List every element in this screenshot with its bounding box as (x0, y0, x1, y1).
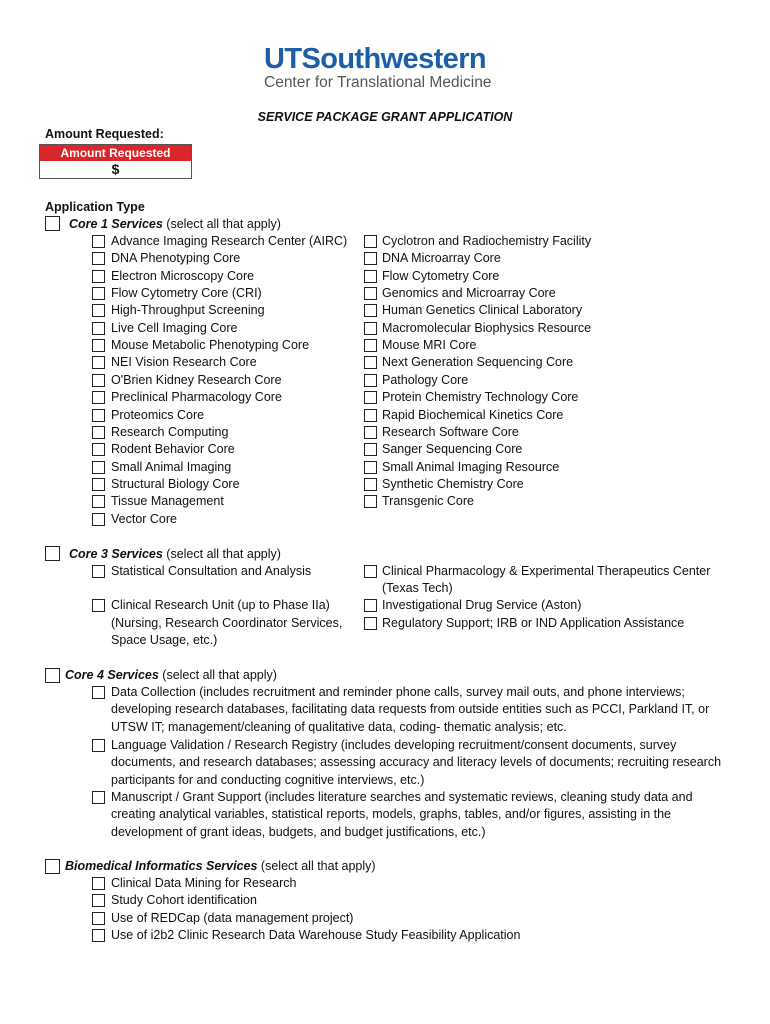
core1-item-checkbox[interactable] (92, 513, 105, 526)
amount-requested-box (39, 144, 192, 179)
core1-item-checkbox[interactable] (364, 235, 377, 248)
bmi-item-label: Clinical Data Mining for Research (111, 876, 297, 890)
core1-item-label: NEI Vision Research Core (111, 355, 257, 370)
core1-item-label: Mouse Metabolic Phenotyping Core (111, 338, 310, 353)
ut-southwestern-logo (264, 44, 524, 92)
core1-item-checkbox[interactable] (364, 252, 377, 265)
bmi-item-checkbox[interactable] (92, 929, 105, 942)
core1-item-label: Vector Core (111, 511, 178, 526)
core1-item-checkbox[interactable] (92, 270, 105, 283)
clinical-research-unit-label: Clinical Research Unit (up to Phase IIa) (111, 598, 330, 612)
bmi-item-checkbox[interactable] (92, 912, 105, 925)
core1-item-label: Tissue Management (111, 494, 224, 509)
core1-item-checkbox[interactable] (364, 270, 377, 283)
core1-item-label: Pathology Core (382, 372, 469, 387)
bmi-item-checkbox[interactable] (92, 894, 105, 907)
core1-item-checkbox[interactable] (364, 461, 377, 474)
core4-item-checkbox[interactable] (92, 739, 105, 752)
clinical-pharmacology-label-line2: (Texas Tech) (382, 581, 453, 595)
core3-services-heading: Core 3 Services (select all that apply) (69, 547, 281, 561)
core1-item-checkbox[interactable] (92, 287, 105, 300)
core4-item-label: Language Validation / Research Registry (includes developing recruitment/consent documents, survey (111, 738, 677, 752)
core1-item-label: Live Cell Imaging Core (111, 320, 238, 335)
core1-item-label: Proteomics Core (111, 407, 205, 422)
core1-item-checkbox[interactable] (364, 495, 377, 508)
core1-item-label: Rapid Biochemical Kinetics Core (382, 407, 564, 422)
core1-item-label: Genomics and Microarray Core (382, 286, 556, 301)
clinical-pharmacology-checkbox[interactable] (364, 565, 377, 578)
core1-item-label: Transgenic Core (382, 494, 474, 509)
regulatory-support-label: Regulatory Support; IRB or IND Application Assistance (382, 616, 685, 630)
core4-item-label: Manuscript / Grant Support (includes literature searches and systematic reviews, cleaning study data and (111, 790, 693, 804)
core4-item-label: UTSW IT; management/cleaning of qualitative data, coding- thematic analysis; etc. (111, 719, 567, 734)
core1-item-label: Cyclotron and Radiochemistry Facility (382, 234, 592, 248)
core1-item-checkbox[interactable] (364, 478, 377, 491)
core1-item-label: Protein Chemistry Technology Core (382, 390, 579, 405)
core4-item-label: developing research databases, facilitating data requests from outside entities such as PCCI, Parkland IT, or (111, 702, 710, 717)
core4-item-checkbox[interactable] (92, 686, 105, 699)
bmi-services-checkbox[interactable] (45, 859, 60, 874)
core1-item-label: Flow Cytometry Core (382, 268, 500, 283)
core1-services-checkbox[interactable] (45, 216, 60, 231)
clinical-research-unit-label-line3: Space Usage, etc.) (111, 633, 218, 647)
page-title: SERVICE PACKAGE GRANT APPLICATION (257, 110, 513, 124)
core1-item-label: Sanger Sequencing Core (382, 442, 523, 457)
core1-services-heading: Core 1 Services (select all that apply) (69, 217, 281, 231)
core1-item-label: Flow Cytometry Core (CRI) (111, 286, 262, 301)
core1-item-label: DNA Microarray Core (382, 251, 501, 266)
core1-item-checkbox[interactable] (364, 322, 377, 335)
core1-item-label: Macromolecular Biophysics Resource (382, 320, 592, 335)
core4-item-label: Data Collection (includes recruitment and reminder phone calls, survey mail outs, and phone interviews; (111, 685, 685, 699)
core1-item-label: Research Computing (111, 424, 229, 439)
core1-item-label: Advance Imaging Research Center (AIRC) (111, 234, 348, 248)
core4-item-label: creating analytical variables, statistical reports, models, graphs, tables, and/or figures, assisting in the (111, 807, 671, 822)
statistical-consultation-label: Statistical Consultation and Analysis (111, 564, 312, 578)
bmi-item-checkbox[interactable] (92, 877, 105, 890)
statistical-consultation-checkbox[interactable] (92, 565, 105, 578)
core1-item-label: Small Animal Imaging (111, 459, 232, 474)
core1-item-label: DNA Phenotyping Core (111, 251, 241, 266)
core3-services-checkbox[interactable] (45, 546, 60, 561)
bmi-item-label: Study Cohort identification (111, 893, 257, 908)
core1-item-label: Small Animal Imaging Resource (382, 459, 560, 474)
core1-item-checkbox[interactable] (364, 304, 377, 317)
core1-item-label: O'Brien Kidney Research Core (111, 372, 282, 387)
amount-requested-header: Amount Requested (40, 145, 191, 161)
logo-sub-text: Center for Translational Medicine (264, 74, 492, 91)
core1-item-label: Human Genetics Clinical Laboratory (382, 303, 583, 318)
clinical-research-unit-checkbox[interactable] (92, 599, 105, 612)
core1-item-label: Electron Microscopy Core (111, 268, 255, 283)
core1-item-checkbox[interactable] (364, 443, 377, 456)
clinical-research-unit-label-line2: (Nursing, Research Coordinator Services, (111, 616, 343, 630)
core1-item-checkbox[interactable] (92, 252, 105, 265)
core1-item-label: Synthetic Chemistry Core (382, 476, 524, 491)
core1-item-checkbox[interactable] (364, 391, 377, 404)
core4-services-checkbox[interactable] (45, 668, 60, 683)
core1-item-label: Rodent Behavior Core (111, 442, 235, 457)
regulatory-support-checkbox[interactable] (364, 617, 377, 630)
core1-item-checkbox[interactable] (364, 287, 377, 300)
core4-item-label: documents, and research databases; assessing accuracy and literacy levels of documents; recruiting research (111, 755, 722, 770)
investigational-drug-service-checkbox[interactable] (364, 599, 377, 612)
core1-item-label: Mouse MRI Core (382, 338, 477, 353)
core4-item-label: participants for and conducting cognitive interviews, etc.) (111, 772, 425, 787)
core1-item-checkbox[interactable] (92, 374, 105, 387)
clinical-pharmacology-label: Clinical Pharmacology & Experimental Therapeutics Center (382, 564, 711, 578)
core1-item-checkbox[interactable] (92, 339, 105, 352)
core1-item-checkbox[interactable] (92, 235, 105, 248)
core4-item-label: development of grant ideas, budgets, and budget justifications, etc.) (111, 824, 486, 839)
core1-item-checkbox[interactable] (92, 356, 105, 369)
core1-item-checkbox[interactable] (364, 426, 377, 439)
bmi-services-heading: Biomedical Informatics Services (select all that apply) (65, 859, 376, 873)
core1-item-checkbox[interactable] (92, 461, 105, 474)
core1-item-checkbox[interactable] (364, 374, 377, 387)
core1-item-checkbox[interactable] (364, 339, 377, 352)
bmi-item-label: Use of i2b2 Clinic Research Data Warehouse Study Feasibility Application (111, 928, 521, 943)
bmi-item-label: Use of REDCap (data management project) (111, 910, 354, 925)
core1-item-checkbox[interactable] (92, 495, 105, 508)
logo-main-text: UTSouthwestern (264, 43, 487, 75)
core1-item-label: High-Throughput Screening (111, 303, 265, 318)
core1-item-checkbox[interactable] (92, 409, 105, 422)
core1-item-checkbox[interactable] (92, 443, 105, 456)
core4-services-heading: Core 4 Services (select all that apply) (65, 668, 277, 682)
core1-item-label: Preclinical Pharmacology Core (111, 390, 282, 405)
core1-item-label: Structural Biology Core (111, 476, 240, 491)
core1-item-checkbox[interactable] (364, 409, 377, 422)
core1-item-label: Research Software Core (382, 424, 519, 439)
core1-item-checkbox[interactable] (92, 426, 105, 439)
core1-item-checkbox[interactable] (364, 356, 377, 369)
investigational-drug-service-label: Investigational Drug Service (Aston) (382, 598, 582, 612)
core1-item-label: Next Generation Sequencing Core (382, 355, 574, 370)
core1-item-checkbox[interactable] (92, 391, 105, 404)
amount-requested-label: Amount Requested: (45, 127, 164, 141)
core4-item-checkbox[interactable] (92, 791, 105, 804)
application-type-label: Application Type (45, 200, 145, 214)
core1-item-checkbox[interactable] (92, 304, 105, 317)
amount-requested-field[interactable]: $ (111, 161, 120, 177)
core1-item-checkbox[interactable] (92, 322, 105, 335)
core1-item-checkbox[interactable] (92, 478, 105, 491)
